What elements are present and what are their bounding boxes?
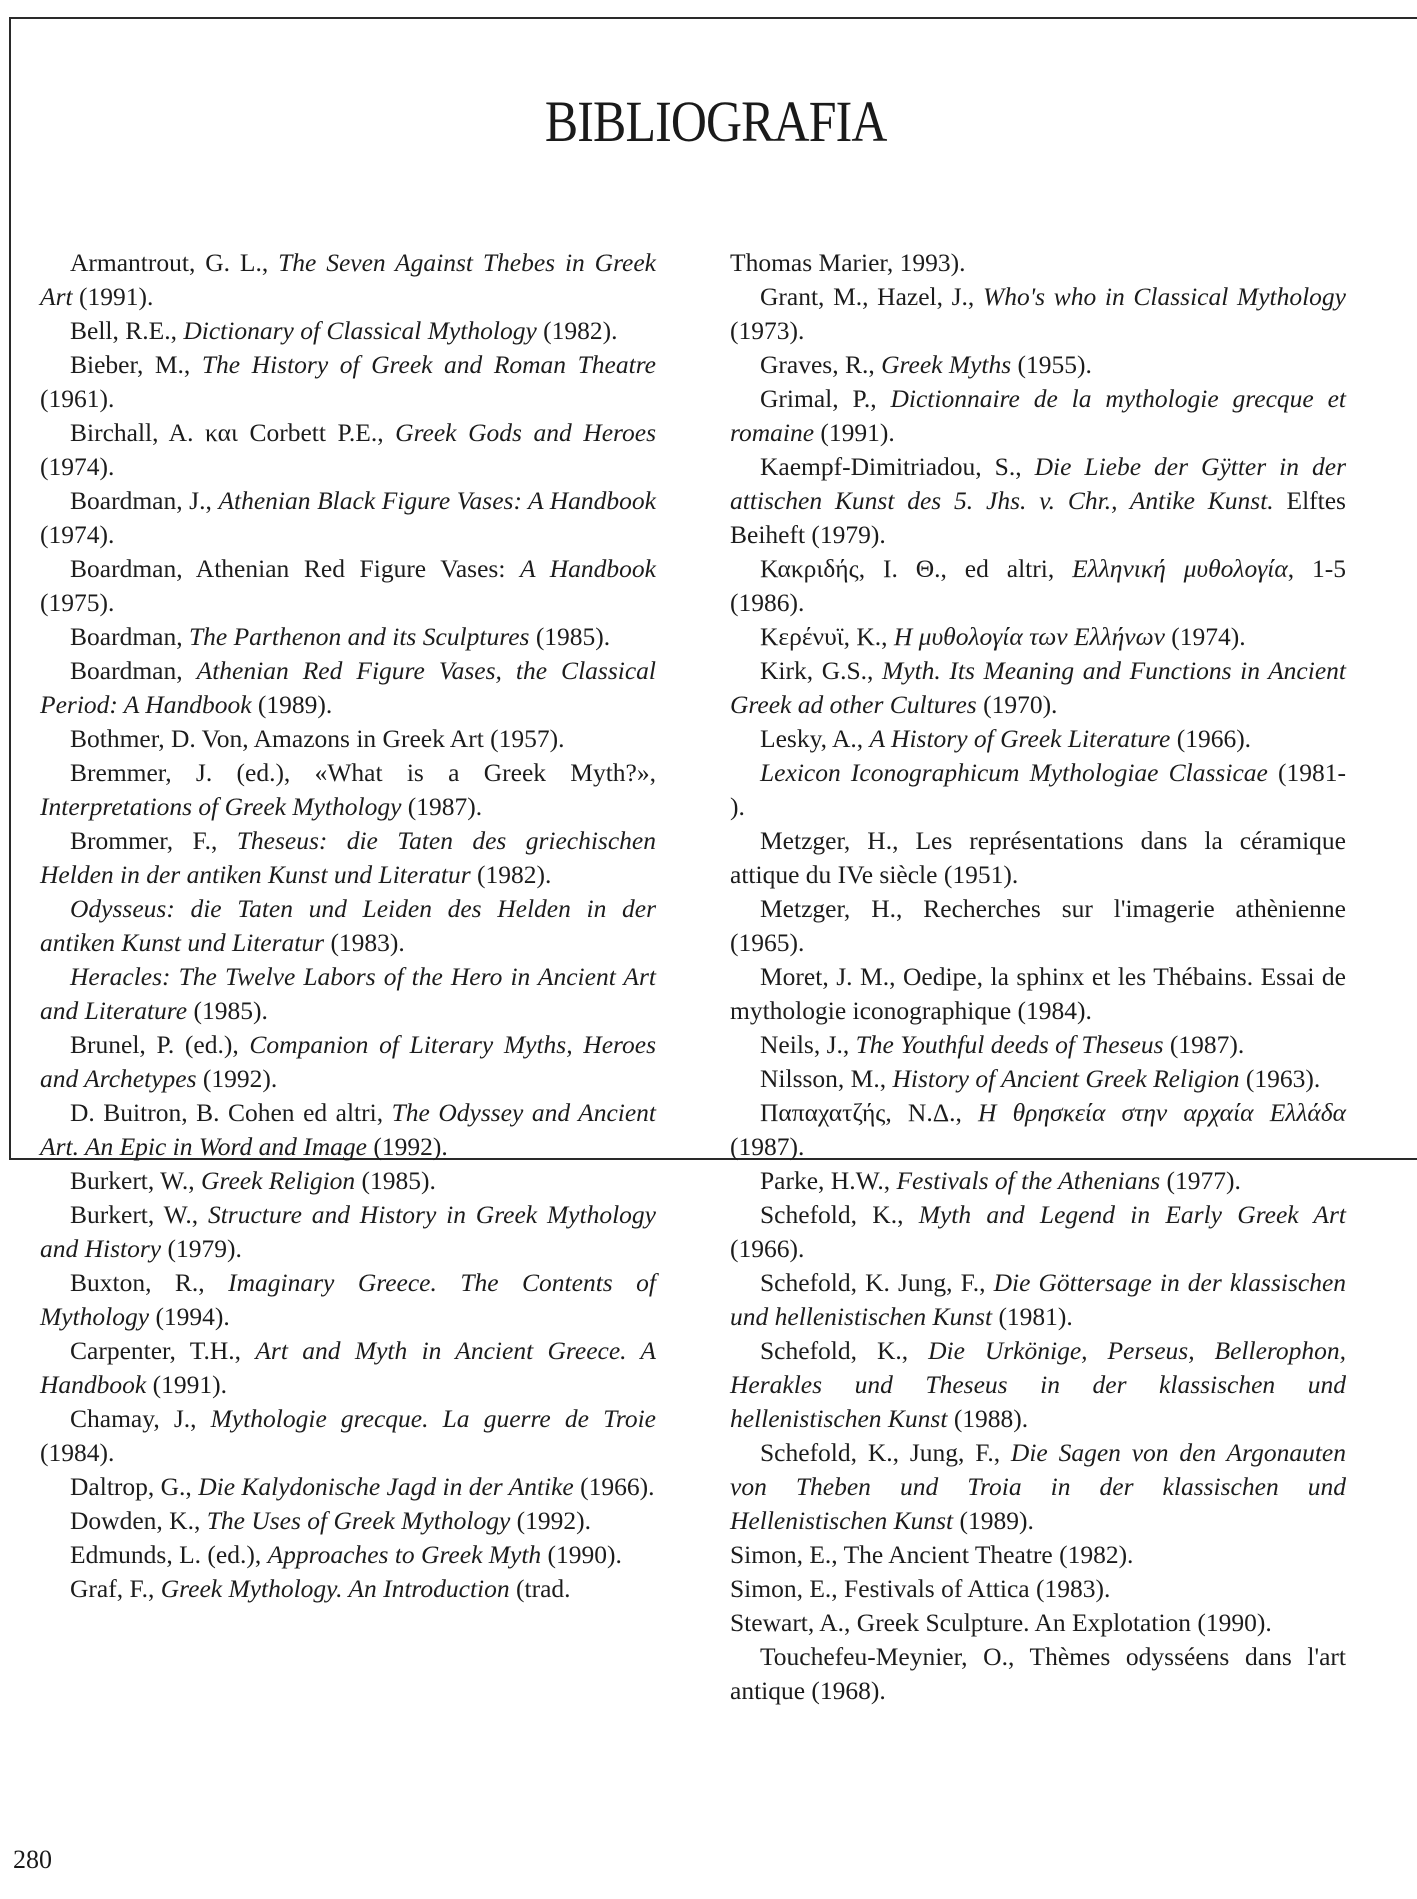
entry-text: Nilsson, M., bbox=[760, 1064, 893, 1093]
entry-title: Structure and History in Greek Mythology and History bbox=[40, 1200, 656, 1263]
entry-text: (1991). bbox=[72, 282, 154, 311]
entry-title: History of Ancient Greek Religion bbox=[892, 1064, 1240, 1093]
entry-text: Armantrout, G. L., bbox=[70, 248, 279, 277]
entry-title: Festivals of the Athenians bbox=[896, 1166, 1161, 1195]
entry-title: Die Sagen von den Argonauten von Theben und Troia in der klassischen und Hellenistischen Kunst bbox=[730, 1438, 1346, 1535]
entry-title: Greek Myths bbox=[881, 350, 1012, 379]
bibliography-entry bbox=[730, 1572, 1346, 1606]
entry-text: (1988). bbox=[947, 1404, 1029, 1433]
entry-text: (1985). bbox=[529, 622, 611, 651]
entry-title: Lexicon Iconographicum Mythologiae Classicae bbox=[760, 758, 1268, 787]
entry-text: (1987). bbox=[1163, 1030, 1245, 1059]
entry-title: Greek Religion bbox=[201, 1166, 356, 1195]
entry-text: Thomas Marier, 1993). bbox=[730, 248, 966, 277]
entry-text: Brunel, P. (ed.), bbox=[70, 1030, 250, 1059]
entry-text: Stewart, A., Greek Sculpture. An Explotation (1990). bbox=[730, 1608, 1272, 1637]
entry-title: Die Göttersage in der klassischen und hellenistischen Kunst bbox=[730, 1268, 1347, 1331]
bibliography-entry bbox=[730, 1538, 1346, 1572]
entry-text: Brommer, F., bbox=[70, 826, 237, 855]
entry-text: Elftes Beiheft (1979). bbox=[730, 486, 1346, 549]
entry-text: Neils, J., bbox=[760, 1030, 856, 1059]
bibliography-entry bbox=[40, 722, 656, 756]
entry-text: (1984). bbox=[40, 1438, 115, 1467]
bibliography-entry bbox=[730, 1028, 1346, 1062]
entry-text: Boardman, Athenian Red Figure Vases: bbox=[70, 554, 521, 583]
entry-text: Metzger, H., Les représentations dans la céramique attique du IVe siècle (1951). bbox=[730, 826, 1346, 889]
entry-text: (1975). bbox=[40, 588, 115, 617]
entry-text: (1974). bbox=[1164, 622, 1246, 651]
entry-title: Who's who in Classical Mythology bbox=[982, 282, 1346, 311]
bibliography-entry bbox=[730, 654, 1346, 722]
bibliography-entry bbox=[730, 1266, 1346, 1334]
entry-title: Η θρησκεία στην αρχαία Ελλάδα bbox=[978, 1098, 1346, 1127]
entry-text: (1994). bbox=[149, 1302, 230, 1331]
bibliography-entry bbox=[730, 892, 1346, 960]
entry-text: (1970). bbox=[976, 690, 1058, 719]
bibliography-entry bbox=[40, 1266, 656, 1334]
bibliography-entry bbox=[40, 1334, 656, 1402]
entry-text: (1989). bbox=[953, 1506, 1034, 1535]
entry-text: Edmunds, L. (ed.), bbox=[70, 1540, 268, 1569]
entry-title: Mythologie grecque. La guerre de Troie bbox=[210, 1404, 656, 1433]
entry-title: Myth and Legend in Early Greek Art bbox=[918, 1200, 1347, 1229]
bibliography-entry bbox=[40, 654, 656, 722]
entry-text: Grant, M., Hazel, J., bbox=[760, 282, 983, 311]
entry-title: The Youthful deeds of Theseus bbox=[855, 1030, 1164, 1059]
entry-text: Schefold, K., bbox=[760, 1200, 919, 1229]
entry-text: Schefold, K., bbox=[760, 1336, 929, 1365]
entry-text: Kaempf-Dimitriadou, S., bbox=[760, 452, 1035, 481]
bibliography-entry bbox=[40, 1572, 656, 1606]
bibliography-entry bbox=[730, 1096, 1346, 1164]
entry-text: (1983). bbox=[324, 928, 405, 957]
bibliography-entry bbox=[40, 314, 656, 348]
bibliography-entry bbox=[40, 1470, 656, 1504]
bibliography-entry bbox=[730, 1062, 1346, 1096]
entry-title: Athenian Red Figure Vases, the Classical Period: A Handbook bbox=[40, 656, 656, 719]
entry-text: (1982). bbox=[536, 316, 618, 345]
bibliography-column-left bbox=[40, 246, 656, 1606]
bibliography-column-right bbox=[730, 246, 1346, 1708]
bibliography-entry bbox=[730, 450, 1346, 552]
bibliography-entry bbox=[730, 1198, 1346, 1266]
bibliography-entry bbox=[40, 960, 656, 1028]
entry-text: Bieber, M., bbox=[70, 350, 202, 379]
bibliography-entry bbox=[40, 756, 656, 824]
entry-title: Companion of Literary Myths, Heroes and Archetypes bbox=[40, 1030, 657, 1093]
entry-title: The Uses of Greek Mythology bbox=[206, 1506, 511, 1535]
entry-text: D. Buitron, B. Cohen ed altri, bbox=[70, 1098, 392, 1127]
entry-text: Chamay, J., bbox=[70, 1404, 211, 1433]
entry-title: Theseus: die Taten des griechischen Helden in der antiken Kunst und Literatur bbox=[40, 826, 656, 889]
bibliography-entry bbox=[40, 1096, 656, 1164]
entry-text: (1987). bbox=[401, 792, 483, 821]
bibliography-entry bbox=[40, 1028, 656, 1096]
entry-title: The Seven Against Thebes in Greek Art bbox=[40, 248, 657, 311]
entry-text: (1981- ). bbox=[730, 758, 1346, 821]
entry-text: Dowden, K., bbox=[70, 1506, 207, 1535]
entry-title: The History of Greek and Roman Theatre bbox=[201, 350, 656, 379]
bibliography-entry bbox=[730, 246, 1346, 280]
bibliography-entry bbox=[40, 1504, 656, 1538]
entry-title: Dictionary of Classical Mythology bbox=[183, 316, 537, 345]
entry-text: , 1-5 (1986). bbox=[730, 554, 1346, 617]
entry-title: Die Urkönige, Perseus, Bellerophon, Herakles und Theseus in der klassischen und hellenistischen Kunst bbox=[730, 1336, 1346, 1433]
entry-text: Κακριδής, Ι. Θ., ed altri, bbox=[760, 554, 1073, 583]
bibliography-entry bbox=[730, 722, 1346, 756]
bibliography-entry bbox=[730, 960, 1346, 1028]
bibliography-entry bbox=[40, 246, 656, 314]
entry-title: A Handbook bbox=[520, 554, 656, 583]
bibliography-entry bbox=[40, 892, 656, 960]
bibliography-entry bbox=[730, 756, 1346, 824]
bibliography-entry bbox=[40, 1402, 656, 1470]
entry-text: (1985). bbox=[187, 996, 268, 1025]
bibliography-entry bbox=[40, 416, 656, 484]
entry-text: Κερένυϊ, Κ., bbox=[760, 622, 894, 651]
entry-text: Carpenter, T.H., bbox=[70, 1336, 256, 1365]
page-title: BIBLIOGRAFIA bbox=[544, 89, 887, 154]
entry-text: (1966). bbox=[573, 1472, 655, 1501]
entry-text: Bremmer, J. (ed.), «What is a Greek Myth?», bbox=[70, 758, 656, 787]
entry-text: (1966). bbox=[1170, 724, 1252, 753]
entry-title: Art and Myth in Ancient Greece. A Handbook bbox=[40, 1336, 656, 1399]
entry-text: (trad. bbox=[509, 1574, 571, 1603]
entry-title: Odysseus: die Taten und Leiden des Helden in der antiken Kunst und Literatur bbox=[40, 894, 656, 957]
entry-text: Lesky, A., bbox=[760, 724, 870, 753]
entry-text: Simon, E., The Ancient Theatre (1982). bbox=[730, 1540, 1134, 1569]
entry-text: (1966). bbox=[730, 1234, 805, 1263]
entry-title: Heracles: The Twelve Labors of the Hero in Ancient Art and Literature bbox=[40, 962, 656, 1025]
entry-text: Boardman, bbox=[70, 622, 189, 651]
page-number: 280 bbox=[13, 1845, 52, 1874]
entry-text: (1973). bbox=[730, 316, 805, 345]
entry-title: Die Kalydonische Jagd in der Antike bbox=[198, 1472, 574, 1501]
entry-title: Dictionnaire de la mythologie grecque et romaine bbox=[730, 384, 1346, 447]
entry-text: Graf, F., bbox=[70, 1574, 161, 1603]
bibliography-entry bbox=[730, 280, 1346, 348]
entry-title: The Parthenon and its Sculptures bbox=[188, 622, 530, 651]
entry-text: (1974). bbox=[40, 452, 115, 481]
bibliography-entry bbox=[40, 1198, 656, 1266]
entry-title: Approaches to Greek Myth bbox=[267, 1540, 542, 1569]
entry-text: (1977). bbox=[1160, 1166, 1241, 1195]
bibliography-entry bbox=[730, 1164, 1346, 1198]
entry-text: Parke, H.W., bbox=[760, 1166, 897, 1195]
bibliography-entry bbox=[730, 348, 1346, 382]
entry-text: (1963). bbox=[1239, 1064, 1321, 1093]
entry-text: Schefold, K. Jung, F., bbox=[760, 1268, 994, 1297]
entry-text: Schefold, K., Jung, F., bbox=[760, 1438, 1011, 1467]
entry-text: (1974). bbox=[40, 520, 115, 549]
entry-text: (1981). bbox=[992, 1302, 1073, 1331]
entry-text: Touchefeu-Meynier, O., Thèmes odysséens dans l'art antique (1968). bbox=[730, 1642, 1346, 1705]
entry-title: The Odyssey and Ancient Art. An Epic in Word and Image bbox=[40, 1098, 656, 1161]
entry-text: (1955). bbox=[1011, 350, 1092, 379]
bibliography-entry bbox=[40, 484, 656, 552]
entry-text: (1992). bbox=[510, 1506, 591, 1535]
entry-text: (1990). bbox=[541, 1540, 622, 1569]
entry-text: (1991). bbox=[814, 418, 895, 447]
entry-text: Buxton, R., bbox=[70, 1268, 229, 1297]
entry-title: Imaginary Greece. The Contents of Mythology bbox=[40, 1268, 656, 1331]
entry-title: Greek Gods and Heroes bbox=[395, 418, 657, 447]
entry-text: (1989). bbox=[251, 690, 333, 719]
entry-title: Interpretations of Greek Mythology bbox=[40, 792, 402, 821]
bibliography-entry bbox=[40, 348, 656, 416]
bibliography-entry bbox=[40, 552, 656, 620]
entry-text: (1979). bbox=[161, 1234, 242, 1263]
entry-title: Die Liebe der Gÿtter in der attischen Kunst des 5. Jhs. v. Chr., Antike Kunst. bbox=[730, 452, 1347, 515]
bibliography-entry bbox=[730, 1334, 1346, 1436]
entry-title: Myth. Its Meaning and Functions in Ancient Greek ad other Cultures bbox=[730, 656, 1346, 719]
entry-text: (1987). bbox=[730, 1132, 805, 1161]
entry-text: (1992). bbox=[367, 1132, 448, 1161]
bibliography-entry bbox=[40, 824, 656, 892]
bibliography-entry bbox=[730, 552, 1346, 620]
bibliography-entry bbox=[40, 620, 656, 654]
entry-title: Athenian Black Figure Vases: A Handbook bbox=[218, 486, 656, 515]
entry-title: Ελληνική μυθολογία bbox=[1072, 554, 1288, 583]
bibliography-entry bbox=[730, 1436, 1346, 1538]
entry-text: Moret, J. M., Oedipe, la sphinx et les Thébains. Essai de mythologie iconographique (1984). bbox=[730, 962, 1346, 1025]
entry-text: Burkert, W., bbox=[70, 1166, 202, 1195]
entry-text: Daltrop, G., bbox=[70, 1472, 199, 1501]
entry-text: (1982). bbox=[470, 860, 552, 889]
entry-text: Kirk, G.S., bbox=[760, 656, 883, 685]
bibliography-entry bbox=[40, 1164, 656, 1198]
entry-text: Boardman, J., bbox=[70, 486, 219, 515]
entry-text: Bell, R.E., bbox=[70, 316, 184, 345]
entry-text: Metzger, H., Recherches sur l'imagerie athènienne (1965). bbox=[730, 894, 1346, 957]
entry-text: (1991). bbox=[146, 1370, 227, 1399]
entry-title: Greek Mythology. An Introduction bbox=[160, 1574, 510, 1603]
bibliography-entry bbox=[730, 620, 1346, 654]
bibliography-entry bbox=[730, 382, 1346, 450]
entry-text: Burkert, W., bbox=[70, 1200, 208, 1229]
bibliography-entry bbox=[730, 1640, 1346, 1708]
entry-text: Grimal, P., bbox=[760, 384, 891, 413]
entry-text: Παπαχατζής, Ν.Δ., bbox=[760, 1098, 979, 1127]
bibliography-entry bbox=[40, 1538, 656, 1572]
bibliography-entry bbox=[730, 1606, 1346, 1640]
entry-title: Η μυθολογία των Ελλήνων bbox=[893, 622, 1165, 651]
bibliography-entry bbox=[730, 824, 1346, 892]
entry-text: Birchall, A. και Corbett P.E., bbox=[70, 418, 396, 447]
entry-text: Simon, E., Festivals of Attica (1983). bbox=[730, 1574, 1111, 1603]
entry-text: (1985). bbox=[355, 1166, 436, 1195]
entry-text: Boardman, bbox=[70, 656, 197, 685]
entry-text: Bothmer, D. Von, Amazons in Greek Art (1957). bbox=[70, 724, 565, 753]
entry-text: Graves, R., bbox=[760, 350, 882, 379]
entry-text: (1992). bbox=[196, 1064, 278, 1093]
entry-text: (1961). bbox=[40, 384, 115, 413]
entry-title: A History of Greek Literature bbox=[869, 724, 1171, 753]
